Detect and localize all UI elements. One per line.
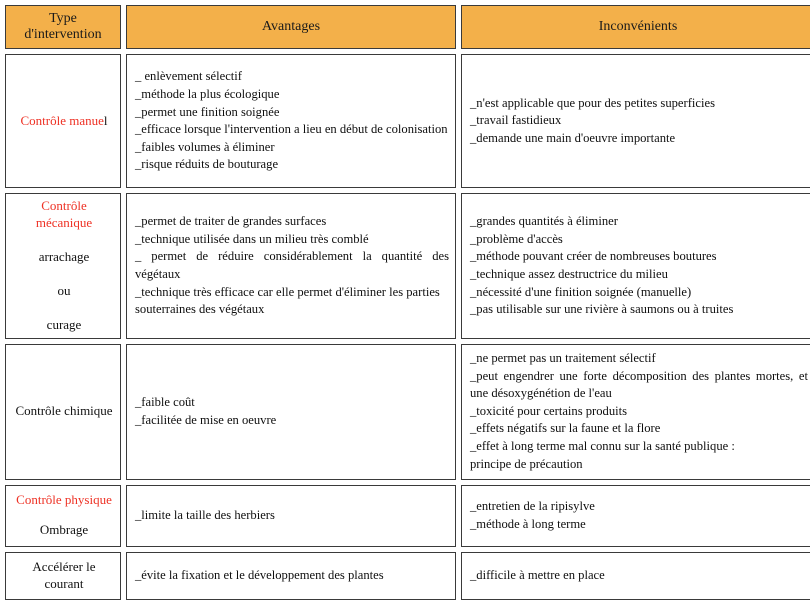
- type-label-primary: Contrôle mécanique: [35, 198, 93, 231]
- list-item: _difficile à mettre en place: [470, 567, 605, 582]
- header-label-inconvenients: Inconvénients: [598, 19, 678, 35]
- list-item: _peut engendrer une forte décomposition des plantes mortes, et une désoxygénétion de l'eau: [470, 368, 808, 401]
- list-item: _permet de traiter de grandes surfaces: [135, 214, 327, 229]
- list-item: _méthode pouvant créer de nombreuses boutures: [470, 249, 717, 264]
- inconvenients-list: [470, 498, 808, 533]
- inconvenients-cell: [461, 552, 810, 600]
- list-item: _nécessité d'une finition soignée (manuelle): [470, 284, 692, 299]
- inconvenients-list: [470, 95, 808, 148]
- type-label-tertiary: curage: [46, 316, 82, 332]
- table-row: [5, 552, 810, 600]
- list-item: _faibles volumes à éliminer: [135, 139, 275, 154]
- inconvenients-cell: [461, 344, 810, 480]
- list-item: _facilitée de mise en oeuvre: [135, 412, 277, 427]
- list-item: _limite la taille des herbiers: [135, 507, 275, 522]
- type-label-group: [14, 113, 114, 130]
- type-cell: [5, 344, 121, 480]
- inconvenients-list: [470, 213, 808, 319]
- list-item: _méthode la plus écologique: [135, 86, 280, 101]
- list-item: _toxicité pour certains produits: [470, 403, 628, 418]
- type-label-tail: l: [103, 112, 108, 128]
- list-item: _entretien de la ripisylve: [470, 499, 595, 514]
- inconvenients-cell: [461, 54, 810, 188]
- header-label-type: Type d'intervention: [24, 11, 102, 43]
- table-row: [5, 485, 810, 547]
- type-label-conjunction: ou: [57, 282, 71, 298]
- type-label-group: [14, 198, 114, 333]
- list-item: _technique très efficace car elle permet d'éliminer les parties souterraines des végétaux: [135, 284, 440, 317]
- avantages-cell: [126, 485, 456, 547]
- type-label-primary: Contrôle physique: [16, 492, 112, 508]
- type-cell: [5, 54, 121, 188]
- list-item: _effets négatifs sur la faune et la flore: [470, 421, 661, 436]
- inconvenients-cell: [461, 193, 810, 338]
- type-cell: [5, 552, 121, 600]
- type-label-secondary: Ombrage: [39, 522, 89, 538]
- type-cell: [5, 193, 121, 338]
- list-item: principe de précaution: [470, 456, 583, 471]
- avantages-cell: [126, 344, 456, 480]
- table-row: [5, 193, 810, 338]
- avantages-list: [135, 213, 449, 319]
- list-item: _ permet de réduire considérablement la quantité des végétaux: [135, 249, 449, 281]
- list-item: _ne permet pas un traitement sélectif: [470, 350, 656, 365]
- list-item: _effet à long terme mal connu sur la santé publique :: [470, 439, 735, 454]
- avantages-cell: [126, 552, 456, 600]
- avantages-list: [135, 68, 449, 174]
- avantages-cell: [126, 193, 456, 338]
- avantages-cell: [126, 54, 456, 188]
- list-item: _évite la fixation et le développement des plantes: [135, 567, 384, 582]
- type-cell: [5, 485, 121, 547]
- list-item: _pas utilisable sur une rivière à saumons ou à truites: [470, 302, 734, 317]
- table-row: [5, 54, 810, 188]
- type-label-primary: Contrôle chimique: [15, 403, 113, 419]
- inconvenients-cell: [461, 485, 810, 547]
- table-header-row: [5, 5, 810, 49]
- list-item: _permet une finition soignée: [135, 104, 280, 119]
- avantages-list: [135, 394, 449, 429]
- list-item: _n'est applicable que pour des petites superficies: [470, 95, 715, 110]
- list-item: _grandes quantités à éliminer: [470, 214, 618, 229]
- type-label-group: [14, 559, 114, 593]
- list-item: _technique assez destructrice du milieu: [470, 266, 668, 281]
- table-row: [5, 344, 810, 480]
- header-label-avantages: Avantages: [261, 19, 321, 35]
- type-label-group: [14, 492, 114, 539]
- type-label-secondary: arrachage: [38, 248, 90, 264]
- list-item: _risque réduits de bouturage: [135, 157, 279, 172]
- header-cell-type: [5, 5, 121, 49]
- header-cell-avantages: [126, 5, 456, 49]
- list-item: _méthode à long terme: [470, 516, 586, 531]
- list-item: _demande une main d'oeuvre importante: [470, 131, 676, 145]
- type-label-group: [14, 403, 114, 420]
- list-item: _travail fastidieux: [470, 113, 562, 128]
- inconvenients-list: [470, 350, 808, 473]
- list-item: _faible coût: [135, 395, 195, 410]
- avantages-list: [135, 507, 449, 525]
- list-item: _ enlèvement sélectif: [135, 69, 242, 84]
- list-item: _efficace lorsque l'intervention a lieu en début de colonisation: [135, 122, 448, 137]
- type-label-primary: Contrôle manuel: [20, 112, 108, 128]
- list-item: _problème d'accès: [470, 231, 563, 246]
- header-cell-inconvenients: [461, 5, 810, 49]
- list-item: _technique utilisée dans un milieu très comblé: [135, 231, 369, 246]
- type-label-primary: Accélérer le courant: [32, 558, 96, 591]
